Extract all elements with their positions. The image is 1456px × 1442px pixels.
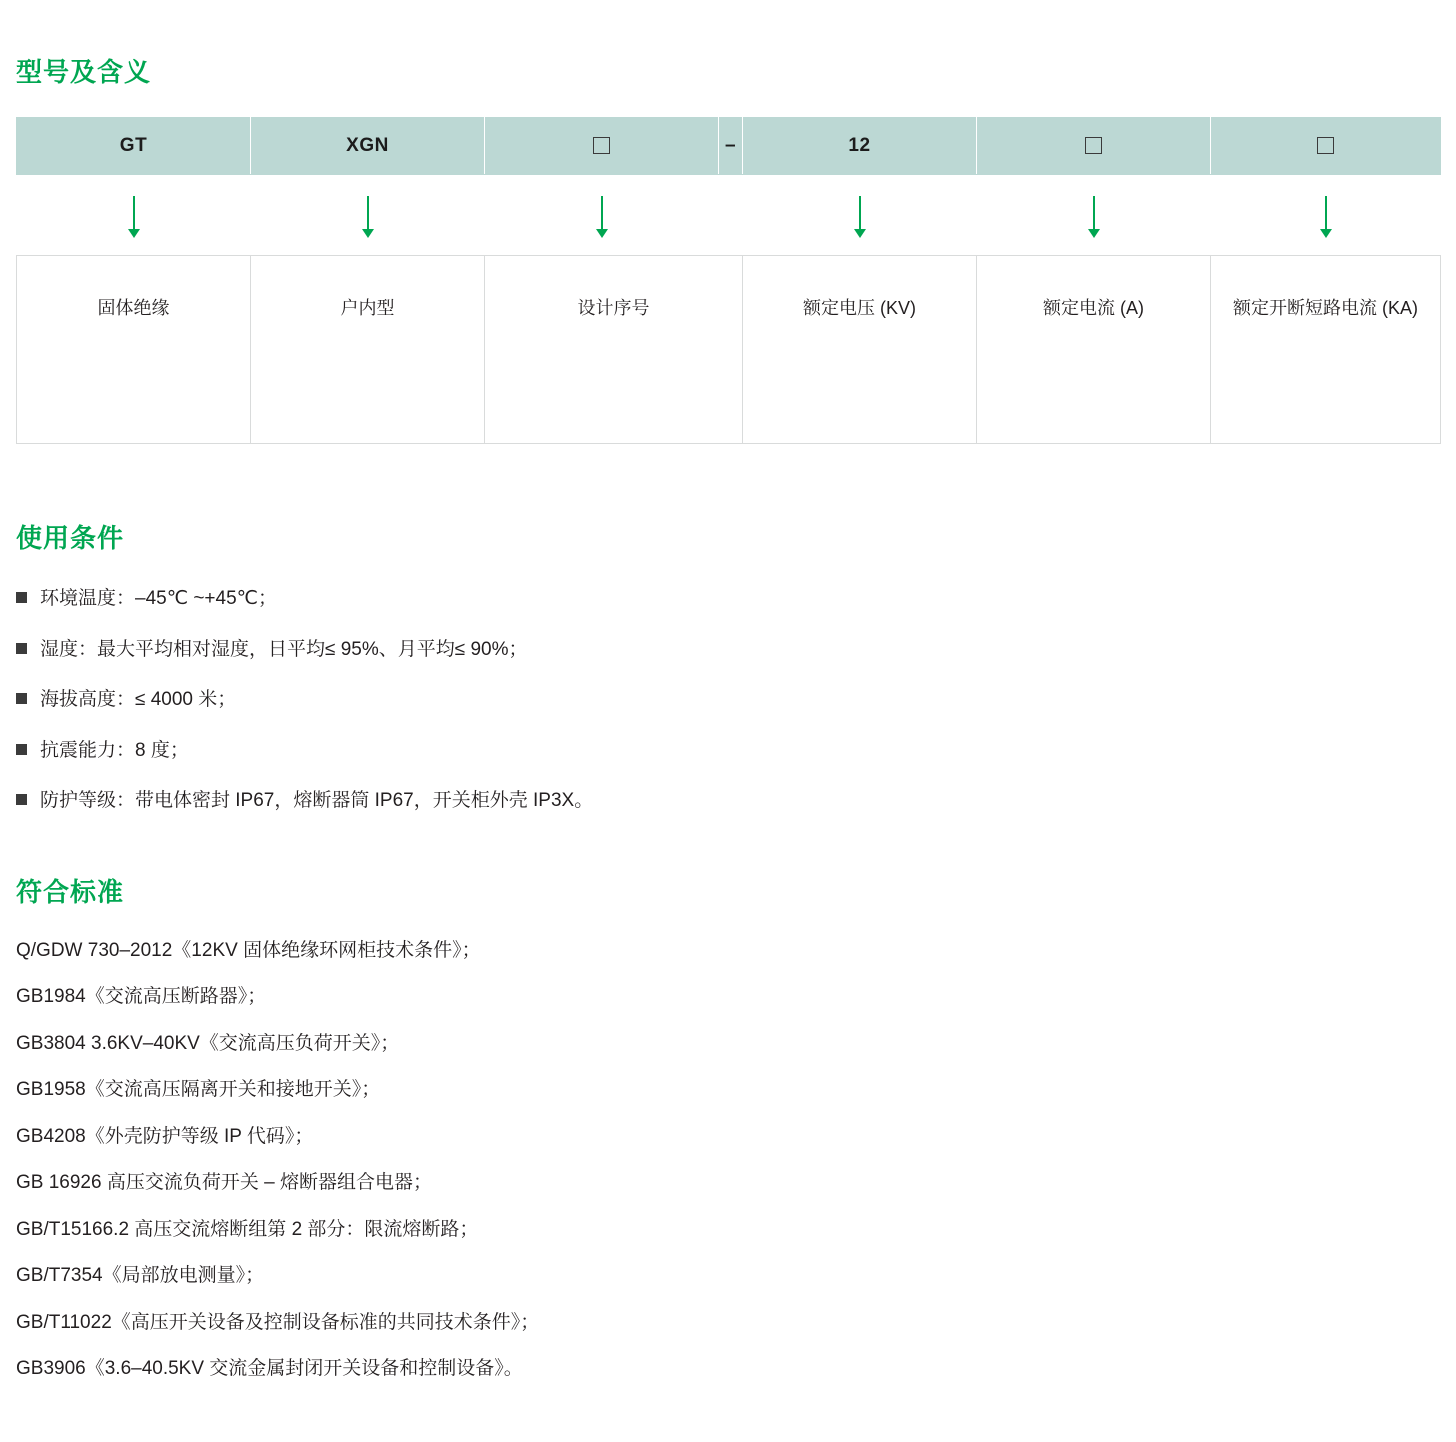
page-title-conditions: 使用条件 [16, 523, 125, 553]
usage-conditions-section [16, 518, 1440, 816]
code-cell-xgn: XGN [251, 118, 485, 175]
list-item [16, 787, 1440, 816]
condition-text: 环境温度：–45℃ ~+45℃； [40, 588, 277, 609]
bullet-square-icon [16, 592, 27, 603]
code-cell-dash: – [719, 118, 743, 175]
standards-section [16, 872, 1440, 1442]
condition-text: 防护等级：带电体密封 IP67，熔断器筒 IP67，开关柜外壳 IP3X。 [40, 790, 594, 811]
list-item: GB/T15166.2 高压交流熔断组第 2 部分：限流熔断路； [16, 1218, 479, 1240]
bullet-square-icon [16, 794, 27, 805]
arrow-cell-4 [743, 175, 977, 256]
bullet-square-icon [16, 693, 27, 704]
desc-cell-indoor-type: 户内型 [251, 256, 485, 444]
arrow-down-icon [859, 196, 861, 230]
list-item [16, 737, 1440, 766]
table-row-descriptions [17, 256, 1441, 444]
desc-cell-solid-insulation: 固体绝缘 [17, 256, 251, 444]
conditions-list [16, 585, 1440, 816]
page-title-model: 型号及含义 [16, 57, 152, 87]
list-item: GB/T7354《局部放电测量》； [16, 1265, 265, 1286]
table-row-codes [17, 118, 1441, 175]
table-row-arrows [17, 175, 1441, 256]
condition-text: 抗震能力：8 度； [40, 739, 189, 761]
list-item: Q/GDW 730–2012《12KV 固体绝缘环网柜技术条件》； [16, 939, 481, 961]
code-cell-current-box [977, 118, 1211, 175]
bullet-square-icon [16, 643, 27, 654]
model-designation-table [16, 117, 1441, 444]
list-item [16, 636, 1440, 665]
desc-cell-rated-breaking-current: 额定开断短路电流 (KA) [1211, 256, 1441, 444]
empty-box-icon [1317, 137, 1334, 154]
empty-box-icon [593, 137, 610, 154]
arrow-down-icon [133, 196, 135, 230]
list-item [16, 686, 1440, 715]
list-item [16, 585, 1440, 614]
arrow-cell-spacer [719, 175, 743, 256]
arrow-down-icon [1325, 196, 1327, 230]
arrow-cell-6 [1211, 175, 1441, 256]
desc-cell-rated-voltage: 额定电压 (KV) [743, 256, 977, 444]
list-item: GB3906《3.6–40.5KV 交流金属封闭开关设备和控制设备》。 [16, 1358, 523, 1379]
condition-text: 湿度：最大平均相对湿度，日平均≤ 95%、月平均≤ 90%； [40, 638, 528, 660]
code-cell-design-box [485, 118, 719, 175]
desc-cell-design-number: 设计序号 [485, 256, 743, 444]
list-item: GB3804 3.6KV–40KV《交流高压负荷开关》； [16, 1032, 400, 1054]
list-item: GB/T11022《高压开关设备及控制设备标准的共同技术条件》； [16, 1311, 540, 1333]
desc-cell-rated-current: 额定电流 (A) [977, 256, 1211, 444]
arrow-cell-3 [485, 175, 719, 256]
condition-text: 海拔高度：≤ 4000 米； [40, 689, 237, 710]
bullet-square-icon [16, 744, 27, 755]
page-title-standards: 符合标准 [16, 876, 125, 907]
arrow-cell-5 [977, 175, 1211, 256]
list-item: GB4208《外壳防护等级 IP 代码》； [16, 1125, 314, 1147]
arrow-down-icon [367, 196, 369, 230]
code-cell-gt: GT [17, 118, 251, 175]
arrow-down-icon [1093, 196, 1095, 230]
arrow-cell-2 [251, 175, 485, 256]
list-item: GB 16926 高压交流负荷开关 – 熔断器组合电器； [16, 1172, 432, 1193]
list-item: GB1984《交流高压断路器》； [16, 986, 267, 1007]
model-designation-section [16, 52, 1440, 444]
arrow-down-icon [601, 196, 603, 230]
standards-list [16, 937, 1440, 1384]
code-cell-voltage: 12 [743, 118, 977, 175]
list-item: GB1958《交流高压隔离开关和接地开关》； [16, 1079, 381, 1100]
code-cell-breaking-box [1211, 118, 1441, 175]
arrow-cell-1 [17, 175, 251, 256]
document-page [0, 52, 1456, 1442]
empty-box-icon [1085, 137, 1102, 154]
